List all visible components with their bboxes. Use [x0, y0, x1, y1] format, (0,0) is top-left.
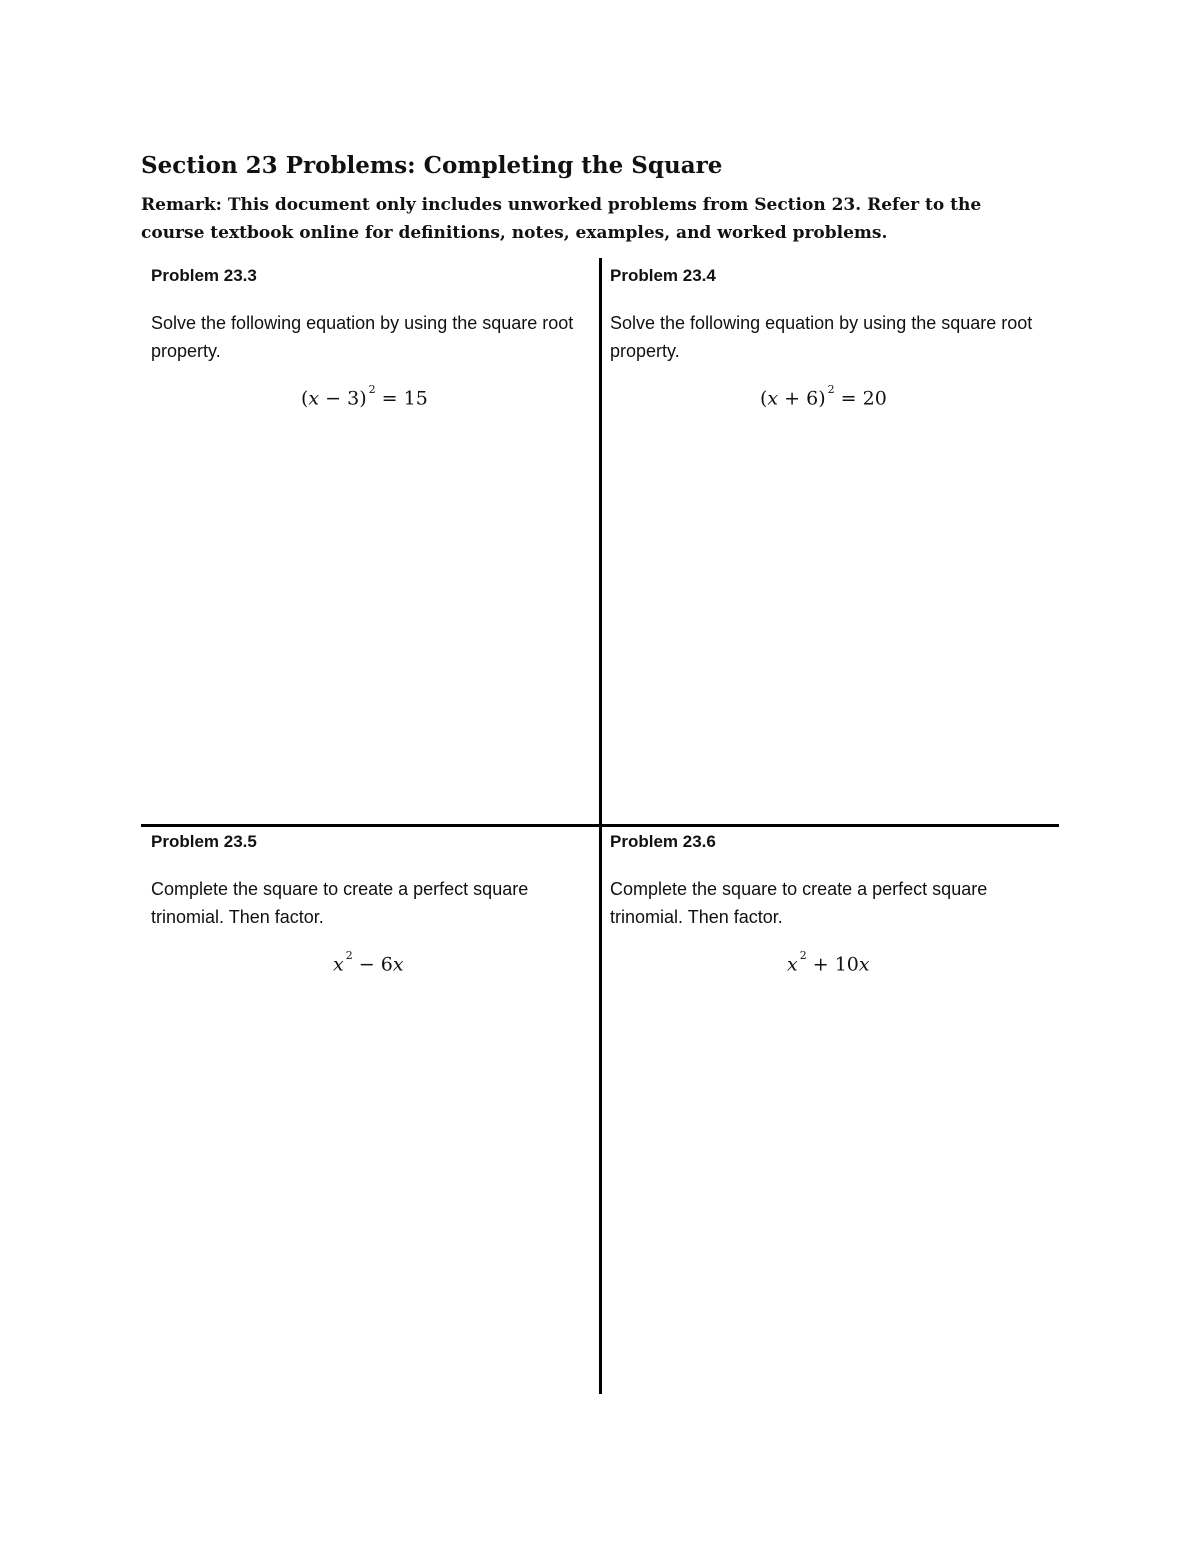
problem-heading: Problem 23.3 — [151, 266, 257, 285]
problem-heading: Problem 23.4 — [610, 266, 716, 285]
problem-cell-23-3 — [151, 265, 591, 365]
problem-prompt: Solve the following equation by using the square root property. — [151, 313, 574, 361]
problem-heading: Problem 23.5 — [151, 832, 257, 851]
problem-expression: x $^2$ − 6x — [333, 949, 404, 976]
problem-prompt: Solve the following equation by using the square root property. — [610, 313, 1033, 361]
grid-horizontal-divider — [141, 824, 1059, 827]
problem-cell-23-4 — [610, 265, 1050, 365]
problem-cell-23-6 — [610, 831, 1050, 931]
problem-equation: (x − 3) $^2$ = 15 — [301, 383, 428, 410]
problem-equation: (x + 6) $^2$ = 20 — [760, 383, 887, 410]
problem-prompt: Complete the square to create a perfect square trinomial. Then factor. — [151, 879, 529, 927]
problem-cell-23-5 — [151, 831, 591, 931]
problem-prompt: Complete the square to create a perfect square trinomial. Then factor. — [610, 879, 988, 927]
problem-heading: Problem 23.6 — [610, 832, 716, 851]
remark-text: Remark: This document only includes unworked problems from Section 23. Refer to the course textbook online for definitions, notes, examples, and worked problems. — [141, 195, 982, 243]
page-title: Section 23 Problems: Completing the Square — [141, 152, 723, 179]
problem-expression: x $^2$ + 10x — [787, 949, 870, 976]
